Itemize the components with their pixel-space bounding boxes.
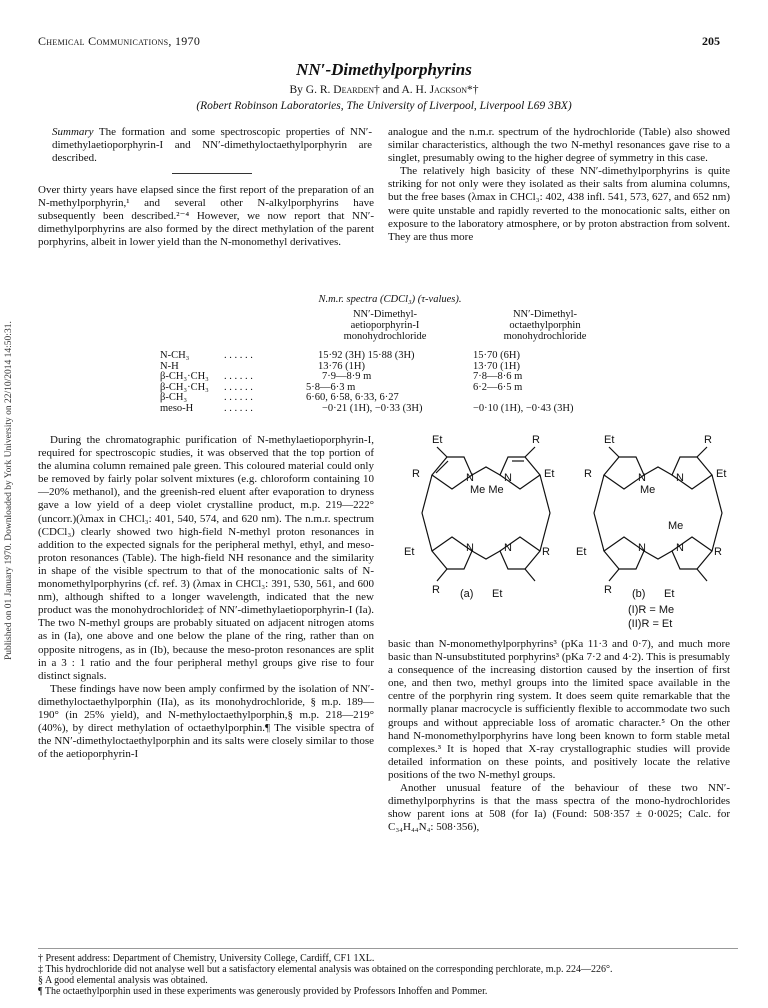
left-column-bottom [38, 434, 374, 761]
paragraph: Another unusual feature of the behaviour of these two NN′-dimethylporphyrins is that the mass spectra of the mono-hydrochlorides show parent ions at 508 (for Ia) (Found: 508·357 ± 0·0025; Calc. for C₃₄H₄₄N₄: 508·356), [388, 782, 730, 834]
footnotes [38, 953, 738, 997]
row-label: β-CH₃·CH₃ [160, 381, 209, 393]
table-row [160, 393, 660, 404]
label-r: R [412, 468, 420, 480]
table-caption: N.m.r. spectra (CDCl₃) (τ-values). [318, 294, 462, 305]
row-leader: . . . . . . [224, 402, 253, 414]
row-value-aetio: −0·21 (1H), −0·33 (3H) [322, 402, 423, 414]
authors-suffix: *† [467, 84, 479, 96]
table-row [160, 372, 660, 383]
footnote: § A good elemental analysis was obtained. [38, 975, 208, 986]
table-row [160, 351, 660, 362]
label-n: N [466, 542, 474, 554]
label-r: R [714, 546, 722, 558]
head-line: monohydrochloride [503, 331, 587, 342]
row-value-aetio: 13·76 (1H) [318, 360, 365, 372]
label-structure-b: (b) [632, 588, 646, 600]
row-leader: . . . . . . [224, 350, 253, 361]
download-watermark [2, 180, 20, 660]
table-row [160, 404, 660, 415]
column-head-octaethyl [465, 309, 625, 342]
footnote: ¶ The octaethylporphin used in these experiments was generously provided by Professors Inhoffen and Pommer. [38, 986, 488, 997]
row-value-aetio: 15·92 (3H) 15·88 (3H) [318, 350, 415, 361]
label-r: R [604, 584, 612, 596]
label-r: R [542, 546, 550, 558]
legend-ii: (II)R = Et [628, 618, 673, 630]
label-n: N [638, 472, 646, 484]
structure-b [594, 447, 722, 581]
right-column-top [388, 126, 730, 244]
label-n: N [466, 472, 474, 484]
legend-i: (I)R = Me [628, 604, 675, 616]
label-et: Et [604, 434, 615, 446]
row-value-octaethyl: 13·70 (1H) [473, 360, 520, 372]
label-structure-a: (a) [460, 588, 474, 600]
row-value-octaethyl: −0·10 (1H), −0·43 (3H) [473, 402, 574, 414]
structure-a [422, 447, 550, 581]
head-line: monohydrochloride [343, 331, 427, 342]
column-head-aetio [310, 309, 460, 342]
row-label: meso-H [160, 402, 194, 414]
row-label: β-CH₃ [160, 392, 188, 403]
affiliation: (Robert Robinson Laboratories, The University of Liverpool, Liverpool L69 3BX) [196, 100, 572, 112]
label-et: Et [492, 588, 503, 600]
label-r: R [584, 468, 592, 480]
label-n: N [638, 542, 646, 554]
summary-divider [172, 173, 252, 174]
author-1: Dearden [333, 84, 375, 96]
label-r: R [532, 434, 540, 446]
label-me-me: Me Me [470, 484, 504, 496]
label-et: Et [716, 468, 727, 480]
journal-name: Chemical Communications, 1970 [38, 34, 201, 48]
label-et: Et [544, 468, 555, 480]
row-label: N-H [160, 360, 179, 372]
row-value-aetio: 6·60, 6·58, 6·33, 6·27 [306, 392, 399, 403]
footnote-divider [38, 948, 738, 949]
row-value-octaethyl: 6·2—6·5 m [473, 381, 523, 393]
table-header [160, 309, 660, 351]
watermark-text: Published on 01 January 1970. Downloaded by York University on 22/10/2014 14:50:31. [4, 321, 14, 660]
summary-block [52, 126, 372, 184]
label-et: Et [664, 588, 675, 600]
label-n: N [504, 542, 512, 554]
label-me: Me [640, 484, 656, 496]
label-et: Et [404, 546, 415, 558]
paragraph: The relatively high basicity of these NN′-dimethylporphyrins is quite striking for not only were they isolated as their salts from alumina columns, but the free bases (λmax in CHCl₃: 402, 438 infl. 541, 573, 627, and 652 nm) were quite unstable and rapidly reverted to the monocationic salts, either on exposure to the laboratory atmosphere, or by proton abstraction from solvent. They are thus more [388, 165, 730, 243]
paragraph: Over thirty years have elapsed since the first report of the preparation of an N-methylporphyrin,¹ and several other N-alkylporphyrins have subsequently been described.²⁻⁴ However, we now report that NN′-dimethylporphyrins are also formed by the direct methylation of the parent porphyrins, albeit in lower yield than the N-monomethyl derivatives. [38, 184, 374, 249]
label-me: Me [668, 520, 684, 532]
footnote: † Present address: Department of Chemistry, University College, Cardiff, CF1 1XL. [38, 953, 375, 964]
authors [0, 84, 768, 96]
head-line: aetioporphyrin-I [350, 320, 420, 331]
nmr-table [160, 294, 660, 414]
paragraph: analogue and the n.m.r. spectrum of the hydrochloride (Table) also showed similar characteristics, although the two N-methyl resonances gave rise to a singlet, presumably owing to the higher degree of symmetry in this case. [388, 126, 730, 165]
summary-text: The formation and some spectroscopic properties of NN′-dimethylaetioporphyrin-I and NN′-dimethyloctaethylporphyrin are described. [52, 126, 372, 165]
authors-prefix: By G. R. [289, 84, 334, 96]
label-r: R [704, 434, 712, 446]
row-value-aetio: 5·8—6·3 m [306, 381, 356, 393]
authors-mid: † and A. H. [374, 84, 430, 96]
row-leader: . . . . . . [224, 381, 253, 393]
porphyrin-structures-figure [392, 433, 740, 633]
head-line: octaethylporphin [509, 320, 581, 331]
head-line: NN′-Dimethyl- [512, 309, 578, 320]
row-label: N-CH₃ [160, 350, 190, 361]
label-n: N [676, 472, 684, 484]
intro-paragraph [38, 184, 374, 249]
label-n: N [676, 542, 684, 554]
page-number: 205 [702, 34, 720, 48]
article-title: NN′-Dimethylporphyrins [296, 60, 472, 79]
row-value-octaethyl: 7·8—8·6 m [473, 371, 523, 382]
row-leader: . . . . . . [224, 371, 253, 382]
row-value-octaethyl: 15·70 (6H) [473, 350, 520, 361]
right-column-bottom [388, 638, 730, 834]
label-n: N [504, 472, 512, 484]
author-2: Jackson [429, 84, 467, 96]
paragraph: basic than N-monomethylporphyrins³ (pKa 11·3 and 0·7), and much more basic than N-unsubstituted porphyrins³ (pKa 7·2 and 4·2). This is presumably a consequence of the increasing distortion caused by the insertion of first one, and then two, methyl groups into the limited space available in the centre of the porphyrin ring system. It does seem quite remarkable that the normally planar macrocycle is sufficiently flexible to accommodate two such groups and without appreciable loss of aromatic character.⁵ On the other hand N-monomethylporphyrins have long been known to form stable metal complexes.³ It is hoped that X-ray crystallographic studies will provide detailed information on these points, and positively locate the relative positions of the two N-methyl groups. [388, 638, 730, 781]
row-value-aetio: 7·9—8·9 m [322, 371, 372, 382]
row-label: β-CH₃·CH₃ [160, 371, 209, 382]
summary-label: Summary [52, 126, 94, 138]
paragraph: These findings have now been amply confirmed by the isolation of NN′-dimethyloctaethylporphin (IIa), as its monohydrochloride, § m.p. 189—190° (in 25% yield), and N-methyloctaethylporphin,§ m.p. 218—219° (40%), by direct methylation of octaethylporphin.¶ The visible spectra of the NN′-dimethyloctaethylporphin and its salts were closely similar to those of the aetioporphyrin-I [38, 682, 374, 761]
label-et: Et [432, 434, 443, 446]
row-leader: . . . . . . [224, 392, 253, 403]
head-line: NN′-Dimethyl- [352, 309, 418, 320]
structure-labels [404, 434, 726, 630]
footnote: ‡ This hydrochloride did not analyse well but a satisfactory elemental analysis was obtained on the corresponding perchlorate, m.p. 224—226°. [38, 964, 613, 975]
paragraph: During the chromatographic purification of N-methylaetioporphyrin-I, required for spectroscopic studies, it was observed that the top portion of the alumina column remained pale green. This coloured material could only be removed by fairly polar solvent mixtures (e.g. chloroform containing 10—20% methanol), and the greenish-red eluent after evaporation to dryness gave a low yield of a deep violet crystalline product, m.p. 219—222° (uncorr.)(λmax in CHCl₃: 401, 540, 574, and 620 nm). The n.m.r. spectrum (CDCl₃) clearly showed two high-field N-methyl proton resonances in addition to the expected signals for the peripheral methyl, ethyl, and meso-proton resonances (Table). The high-field NH resonance and the similarity in shape of the visible spectrum to that of the monocationic salts of N-monomethylporphyrins (cf. ref. 3) (λmax in CHCl₃: 391, 530, 561, and 600 nm), although shifted to a longer wavelength, indicated that the new product was the monohydrochloride‡ of NN′-dimethylaetioporphyrin-I (Ia). The two N-methyl groups are probably situated on adjacent nitrogen atoms as in (Ia), one above and one below the plane of the ring, rather than on opposite nitrogens, as in (Ib), because the meso-proton resonances are split in a 3 : 1 ratio and the four peripheral methyl groups give rise to four distinct signals. [38, 434, 374, 682]
label-et: Et [576, 546, 587, 558]
label-r: R [432, 584, 440, 596]
